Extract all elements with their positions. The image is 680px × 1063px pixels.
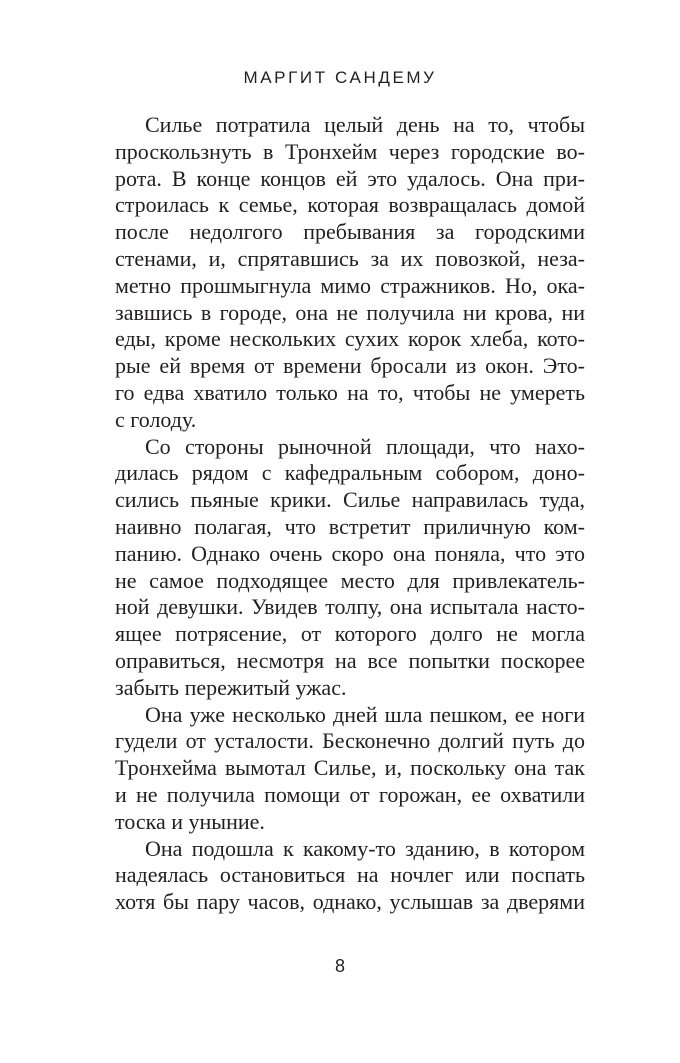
paragraph xyxy=(115,112,585,434)
paragraph xyxy=(115,434,585,702)
text-line: с голоду. xyxy=(115,406,197,432)
text-line: стенами, и, спрятавшись за их повозкой, неза- xyxy=(115,245,585,271)
text-line: оправиться, несмотря на все попытки поскорее xyxy=(115,647,585,673)
text-line: завшись в городе, она не получила ни крова, ни xyxy=(115,299,585,325)
text-line: гудели от усталости. Бесконечно долгий путь до xyxy=(115,728,585,754)
text-line: и не получила помощи от горожан, ее охватили xyxy=(115,781,585,807)
text-line: панию. Однако очень скоро она поняла, что это xyxy=(115,540,585,566)
text-line: не самое подходящее место для привлекатель- xyxy=(115,567,585,593)
text-line: Силье потратила целый день на то, чтобы xyxy=(145,112,585,137)
text-line: после недолгого пребывания за городскими xyxy=(115,219,585,245)
body-text xyxy=(115,112,585,916)
text-line: рые ей время от времени бросали из окон. Это- xyxy=(115,353,585,379)
text-line: Со стороны рыночной площади, что нахо- xyxy=(145,433,585,459)
text-line: надеялась остановиться на ночлег или поспать xyxy=(115,862,585,888)
text-line: наивно полагая, что встретит приличную ком- xyxy=(115,513,585,539)
text-line: сились пьяные крики. Силье направилась туда, xyxy=(115,487,585,513)
text-line: дилась рядом с кафедральным собором, доно- xyxy=(115,460,585,486)
text-line: ящее потрясение, от которого долго не могла xyxy=(115,621,585,647)
text-line: строилась к семье, которая возвращалась домой xyxy=(115,192,585,218)
text-line: ной девушки. Увидев толпу, она испытала насто- xyxy=(115,594,585,620)
text-line: хотя бы пару часов, однако, услышав за дверями xyxy=(115,889,585,915)
text-line: го едва хватило только на то, чтобы не умереть xyxy=(115,379,585,405)
text-line: рота. В конце концов ей это удалось. Она при- xyxy=(115,165,585,191)
paragraph xyxy=(115,702,585,836)
text-line: Тронхейма вымотал Силье, и, поскольку она так xyxy=(115,755,585,781)
paragraph xyxy=(115,836,585,916)
text-line: Она подошла к какому-то зданию, в котором xyxy=(145,835,585,861)
text-line: проскользнуть в Тронхейм через городские во- xyxy=(115,138,585,164)
text-line: Она уже несколько дней шла пешком, ее ноги xyxy=(145,701,585,727)
text-line: забыть пережитый ужас. xyxy=(115,674,347,700)
running-header: МАРГИТ САНДЕМУ xyxy=(243,68,437,87)
text-line: тоска и уныние. xyxy=(115,808,265,834)
text-line: еды, кроме нескольких сухих корок хлеба, кото- xyxy=(115,326,585,352)
text-line: метно прошмыгнула мимо стражников. Но, ока- xyxy=(115,272,585,298)
page-number: 8 xyxy=(334,956,345,976)
